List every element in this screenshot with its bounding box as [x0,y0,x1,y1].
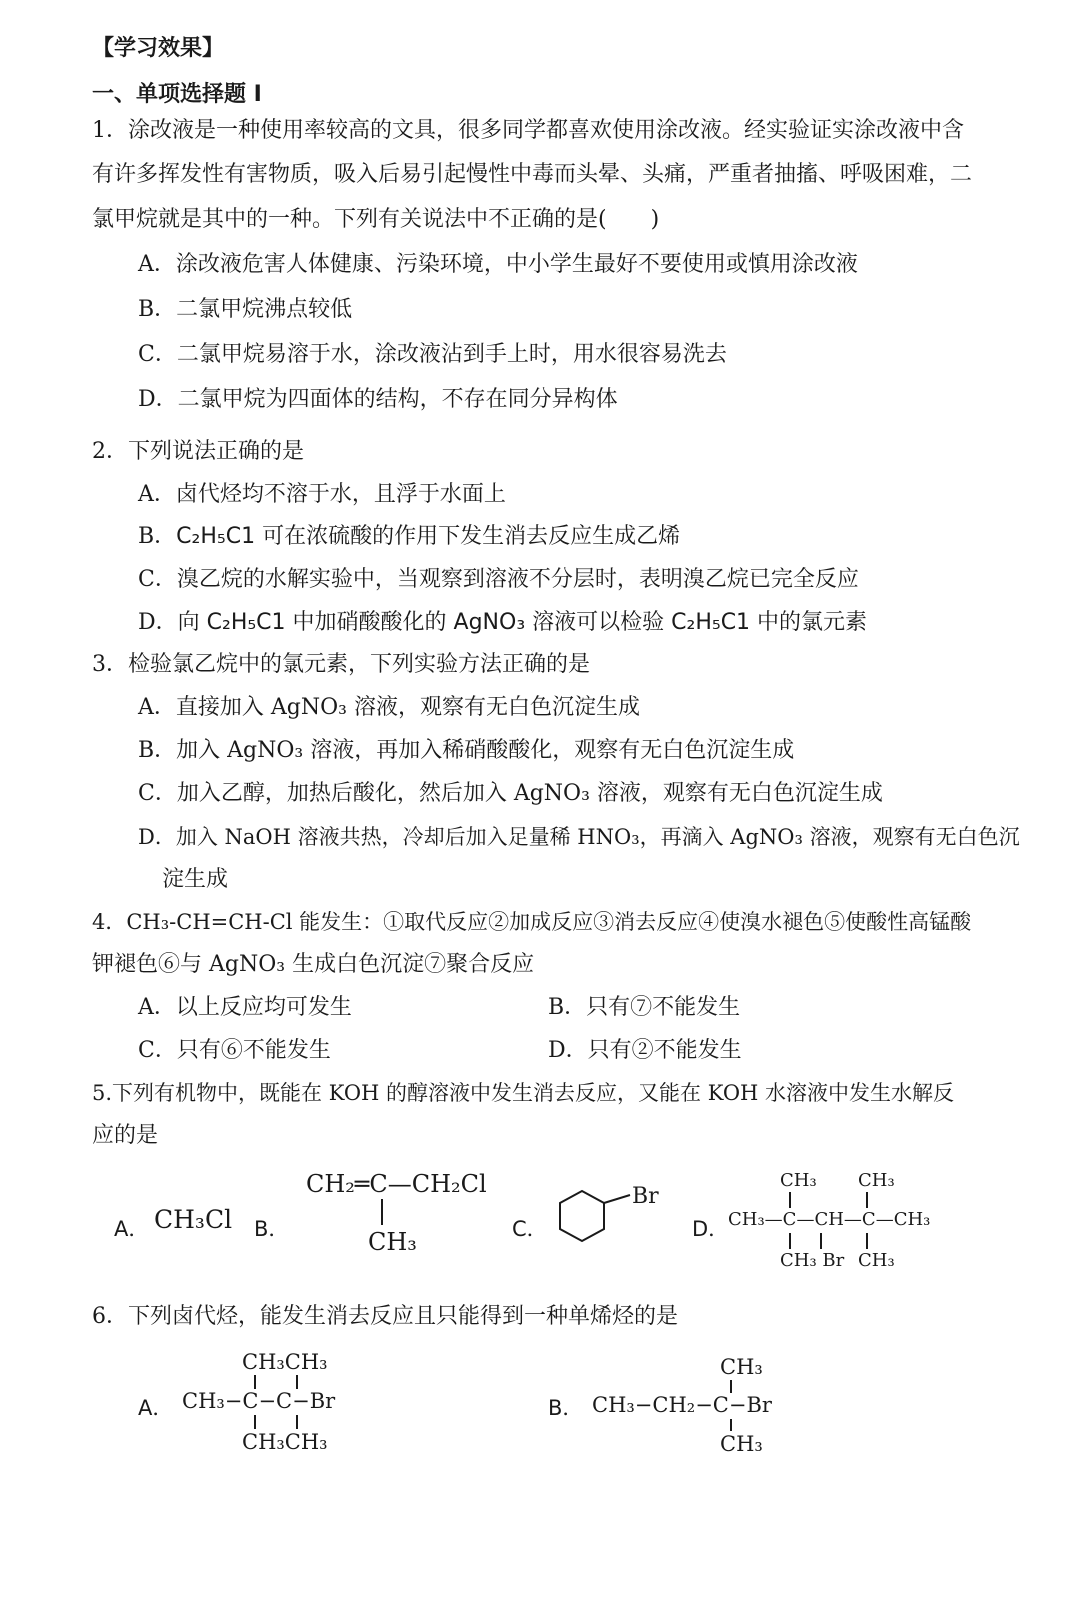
q6-option-a-bottom-methyls: CH₃CH₃ [242,1430,328,1454]
q5-option-b-bond [381,1199,383,1225]
q5-stem-line1: 5.下列有机物中，既能在 KOH 的醇溶液中发生消去反应，又能在 KOH 水溶液中发生水解反 [92,1081,955,1105]
q4-option-a: A．以上反应均可发生 [138,995,352,1020]
q5-option-c-cyclohexyl-bromide [546,1183,676,1263]
section-title: 【学习效果】 [92,36,225,61]
q5-option-a-label: A． [114,1217,150,1241]
q1-option-a: A．涂改液危害人体健康、污染环境，中小学生最好不要使用或慎用涂改液 [138,252,858,277]
q3-option-d-line1: D．加入 NaOH 溶液共热，冷却后加入足量稀 HNO₃，再滴入 AgNO₃ 溶液，观察有无白色沉 [138,825,1020,849]
q1-stem-line1: 1．涂改液是一种使用率较高的文具，很多同学都喜欢使用涂改液。经实验证实涂改液中含 [92,118,965,143]
q5-option-d-bond-bottom-3 [866,1233,868,1249]
q2-option-d-formula-3: C₂H₅C1 [671,610,751,635]
q6-option-a-bond-bottom-1 [254,1415,256,1429]
q2-option-d-formula-1: C₂H₅C1 [206,610,286,635]
q2-option-c: C．溴乙烷的水解实验中，当观察到溶液不分层时，表明溴乙烷已完全反应 [138,567,859,592]
q3-stem: 3．检验氯乙烷中的氯元素，下列实验方法正确的是 [92,652,590,677]
q6-option-b-label: B． [548,1396,584,1420]
q5-option-b-label: B． [254,1217,290,1241]
q2-option-b-letter: B． [138,524,177,549]
q2-option-d [138,608,867,638]
q1-option-c: C．二氯甲烷易溶于水，涂改液沾到手上时，用水很容易洗去 [138,342,727,367]
q2-option-d-formula-2: AgNO₃ [453,610,526,635]
q6-option-a-main-chain: CH₃−C−C−Br [182,1389,336,1413]
q4-option-d: D．只有②不能发生 [548,1038,742,1063]
q6-option-b-main-chain: CH₃−CH₂−C−Br [592,1393,772,1417]
q4-option-c: C．只有⑥不能发生 [138,1038,331,1063]
q2-option-b-formula: C₂H₅C1 [176,524,256,549]
q2-option-b-text: 可在浓硫酸的作用下发生消去反应生成乙烯 [255,524,681,549]
q2-option-d-letter: D．向 [138,610,207,635]
q2-option-a: A．卤代烃均不溶于水，且浮于水面上 [138,482,506,507]
q1-stem-line3: 氯甲烷就是其中的一种。下列有关说法中不正确的是( ) [92,207,660,232]
q1-option-b: B．二氯甲烷沸点较低 [138,297,353,322]
part-title: 一、单项选择题 I [92,82,262,107]
q4-stem-line2: 钾褪色⑥与 AgNO₃ 生成白色沉淀⑦聚合反应 [92,952,535,977]
q1-option-d: D．二氯甲烷为四面体的结构，不存在同分异构体 [138,387,618,412]
q3-option-a: A．直接加入 AgNO₃ 溶液，观察有无白色沉淀生成 [138,695,640,720]
q6-option-b-bond-top [730,1380,732,1393]
q6-option-a-top-methyls: CH₃CH₃ [242,1350,328,1374]
bromine-label: Br [632,1184,659,1209]
q5-option-d-top-methyl-2: CH₃ [858,1170,895,1191]
q3-option-c: C．加入乙醇，加热后酸化，然后加入 AgNO₃ 溶液，观察有无白色沉淀生成 [138,781,883,806]
q6-option-b-top-methyl: CH₃ [720,1355,763,1379]
cyclohexane-ring [560,1191,604,1241]
q3-option-d-line2: 淀生成 [162,867,229,892]
q5-option-b-main-chain: CH₂═C—CH₂Cl [306,1170,487,1198]
q6-stem: 6．下列卤代烃，能发生消去反应且只能得到一种单烯烃的是 [92,1304,678,1329]
q6-option-b-bottom-methyl: CH₃ [720,1432,763,1456]
q4-stem-line1: 4．CH₃-CH=CH-Cl 能发生：①取代反应②加成反应③消去反应④使溴水褪色⑤使酸性高锰酸 [92,910,972,934]
q5-option-d-bottom-substituents: CH₃ Br [780,1250,845,1271]
q6-option-a-label: A． [138,1396,174,1420]
q1-stem-line2: 有许多挥发性有害物质，吸入后易引起慢性中毒而头晕、头痛，严重者抽搐、呼吸困难，二 [92,162,973,187]
q5-option-a-formula: CH₃Cl [154,1205,233,1234]
q5-option-d-bottom-methyl: CH₃ [858,1250,895,1271]
q5-option-b-methyl: CH₃ [368,1228,417,1256]
q6-option-b-bond-bottom [730,1419,732,1431]
q5-option-d-main-chain: CH₃—C—CH—C—CH₃ [728,1209,931,1230]
q5-option-d-bond-bottom-1 [789,1233,791,1249]
q2-stem: 2．下列说法正确的是 [92,439,304,464]
q6-option-a-bond-top-2 [296,1375,298,1389]
q5-option-d-top-methyl-1: CH₃ [780,1170,817,1191]
q5-option-d-bond-top-1 [789,1192,791,1208]
q2-option-d-text-1: 中加硝酸酸化的 [285,610,454,635]
q5-option-d-bond-top-2 [866,1192,868,1208]
q5-option-d-label: D． [692,1217,730,1241]
q5-option-c-label: C． [512,1217,548,1241]
q2-option-d-text-3: 中的氯元素 [750,610,868,635]
q3-option-b: B．加入 AgNO₃ 溶液，再加入稀硝酸酸化，观察有无白色沉淀生成 [138,738,795,763]
c-br-bond [604,1195,630,1203]
q2-option-b [138,522,680,552]
q6-option-a-bond-bottom-2 [296,1415,298,1429]
q4-option-b: B．只有⑦不能发生 [548,995,741,1020]
q6-option-a-bond-top-1 [254,1375,256,1389]
q2-option-d-text-2: 溶液可以检验 [525,610,672,635]
q5-stem-line2: 应的是 [92,1123,159,1148]
q5-option-d-bond-bottom-2 [820,1233,822,1249]
